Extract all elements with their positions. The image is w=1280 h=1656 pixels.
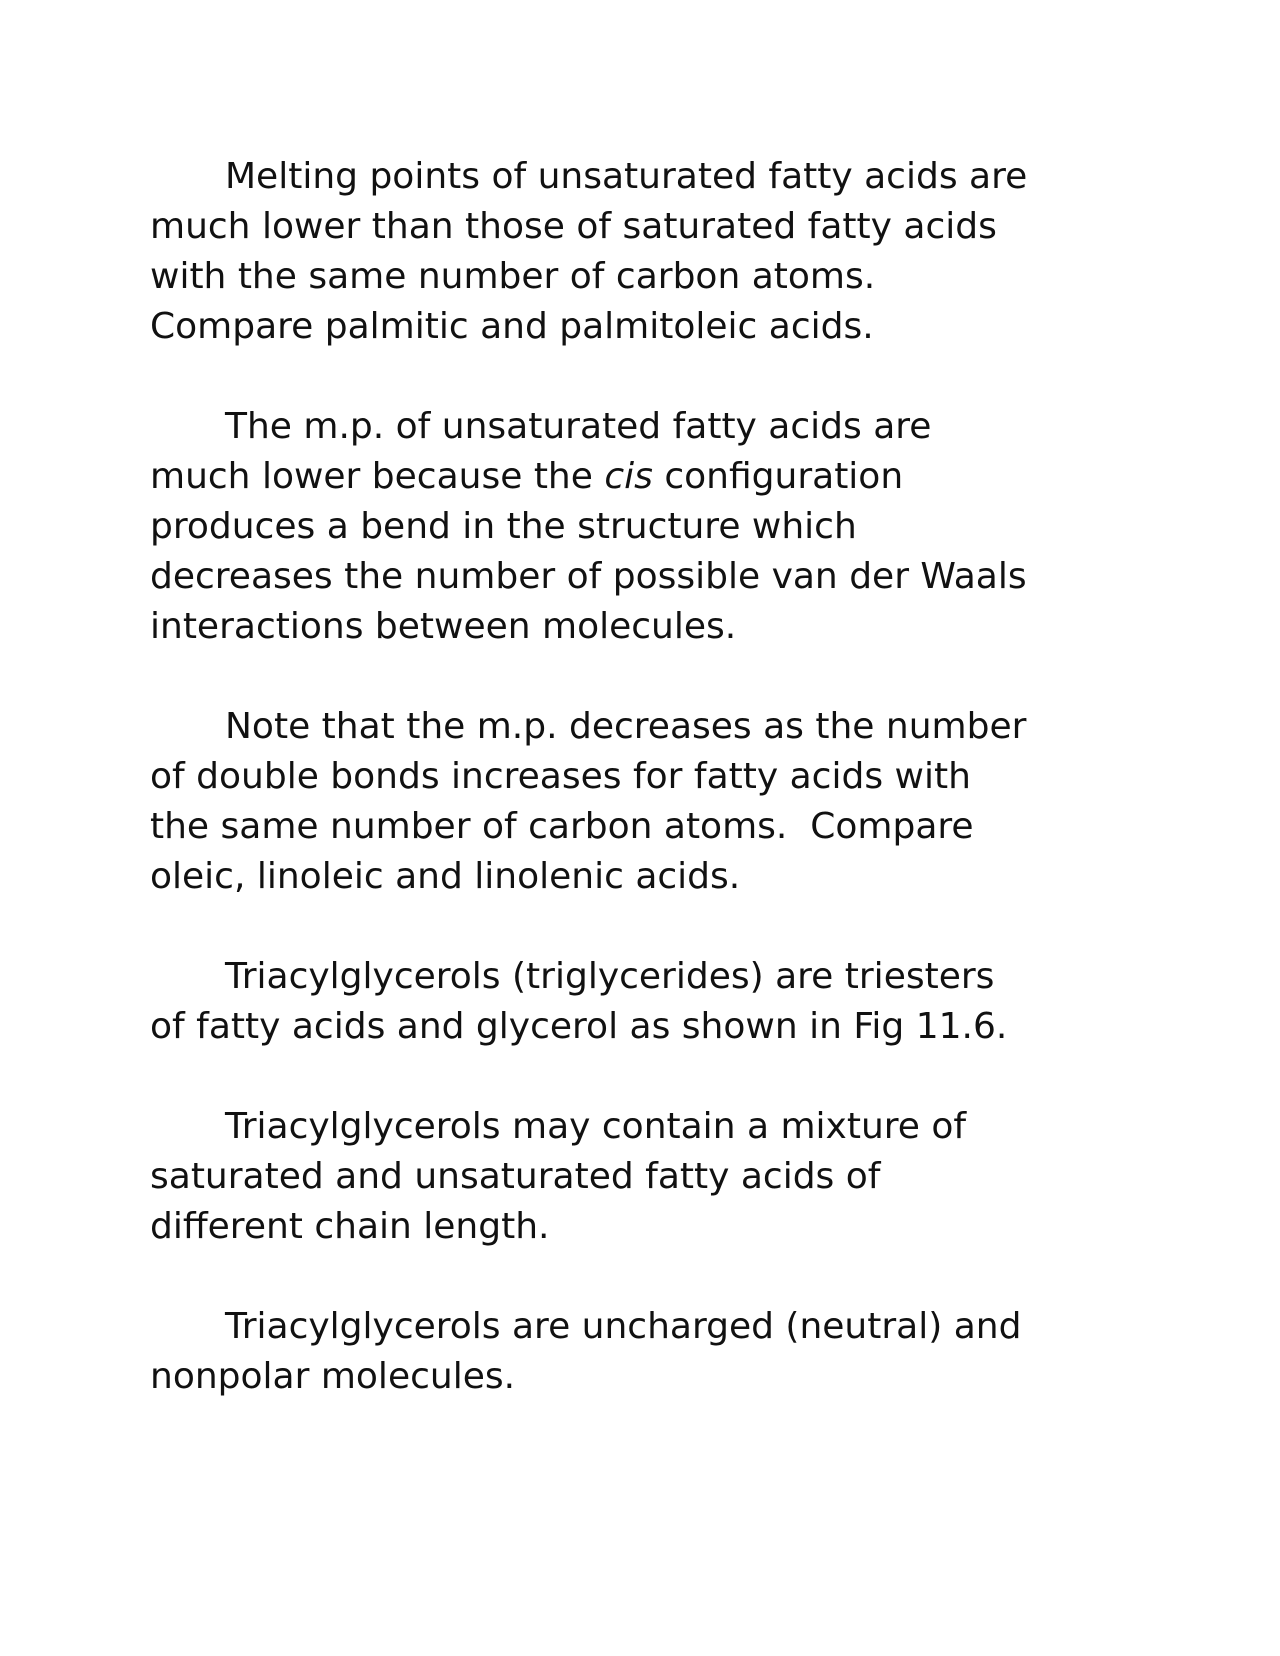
paragraph-triacylglycerols-definition	[150, 952, 1090, 1052]
text-line: different chain length.	[150, 1206, 550, 1247]
text-line: of fatty acids and glycerol as shown in Fig 11.6.	[150, 1006, 1008, 1047]
body-text	[150, 152, 1090, 1452]
paragraph-triacylglycerols-neutral	[150, 1302, 1090, 1402]
text-line: Note that the m.p. decreases as the number	[225, 706, 1027, 747]
text-line: produces a bend in the structure which	[150, 506, 857, 547]
paragraph-melting-points	[150, 152, 1090, 352]
text-line: saturated and unsaturated fatty acids of	[150, 1156, 881, 1197]
text-line: with the same number of carbon atoms.	[150, 256, 876, 297]
text-line: of double bonds increases for fatty acids with	[150, 756, 971, 797]
text-segment: configuration	[652, 456, 904, 497]
text-line: the same number of carbon atoms. Compare	[150, 806, 974, 847]
text-segment: much lower because the	[150, 456, 605, 497]
text-line	[150, 452, 1090, 502]
text-line: The m.p. of unsaturated fatty acids are	[225, 406, 932, 447]
paragraph-cis-configuration	[150, 402, 1090, 652]
text-line: much lower than those of saturated fatty acids	[150, 206, 997, 247]
text-line: Triacylglycerols may contain a mixture of	[225, 1106, 967, 1147]
text-line: nonpolar molecules.	[150, 1356, 516, 1397]
text-line: decreases the number of possible van der Waals	[150, 556, 1027, 597]
text-line: Triacylglycerols are uncharged (neutral) and	[225, 1306, 1022, 1347]
text-line: Melting points of unsaturated fatty acids are	[225, 156, 1028, 197]
text-line: Compare palmitic and palmitoleic acids.	[150, 306, 874, 347]
text-line: Triacylglycerols (triglycerides) are triesters	[225, 956, 995, 997]
paragraph-double-bonds	[150, 702, 1090, 902]
text-line: oleic, linoleic and linolenic acids.	[150, 856, 741, 897]
italic-term-cis: cis	[604, 456, 653, 497]
text-line: interactions between molecules.	[150, 606, 737, 647]
paragraph-triacylglycerols-mixture	[150, 1102, 1090, 1252]
